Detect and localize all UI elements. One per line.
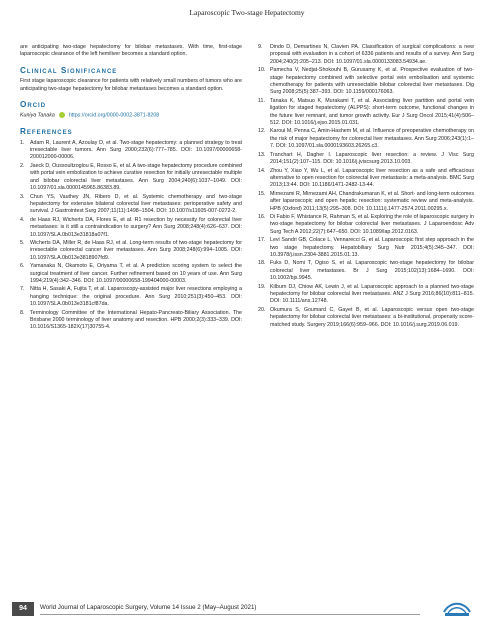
reference-number: 6. [20,263,25,270]
reference-number: 18. [258,260,266,267]
reference-item [258,67,474,97]
reference-item [20,140,242,162]
reference-item [20,194,242,216]
reference-text: Nitta H, Sasaki A, Fujita T, et al. Laparoscopy-assisted major liver resections employing a hanging technique: the original procedure. Ann Surg 2010;251(3):450–453. DOI: 10.1097/SLA.0b013e3181cf87da. [30,286,242,308]
reference-text: Adam R, Laurent A, Azoulay D, et al. Two-stage hepatectomy: a planned strategy to treat irresectable liver tumors. Ann Surg 2000;232(6):777–785. DOI: 10.1097/00000658-200012000-00006. [30,139,242,161]
orcid-heading: Orcid [20,100,47,110]
reference-number: 8. [20,309,25,316]
reference-text: Okumura S, Goumard C, Gayet B, et al. Laparoscopic versus open two-stage hepatectomy for bilobar colorectal liver metastases: a bi-institutional, propensity score-matched study. Surgery 2019;166(6):959–966. DOI: 10.1016/j.surg.2019.06.019. [270,306,474,328]
reference-text: Terminology Committee of the International Hepato-Pancreato-Biliary Association. The Brisbane 2000 terminology of liver anatomy and resection. HPB 2000;2(3):333–339. DOI: 10.1016/S1365-182X(17)30755-4. [30,309,242,331]
reference-item [258,214,474,236]
reference-number: 17. [258,237,266,244]
reference-text: Dindo D, Demartines N, Clavien PA. Classification of surgical complications: a new proposal with evaluation in a cohort of 6336 patients and results of a survey. Ann Surg 2004;240(2):205–213. DOI: 10.1097/01.sla.0000133083.54934.ae. [270,44,474,65]
reference-number: 5. [20,239,25,246]
orcid-link[interactable]: https://orcid.org/0000-0002-3871-8208 [68,112,160,119]
jaypee-logo-icon [440,598,474,618]
reference-item [258,237,474,259]
reference-number: 13. [258,151,266,158]
reference-text: Chun YS, Vauthey JN, Ribero D, et al. Systemic chemotherapy and two-stage hepatectomy for extensive bilateral colorectal liver metastases: perioperative safety and survival. J Gastrointest Surg 2007;11(11):1498–1504. DOI: 10.1007/s11605-007-0272-2. [30,193,242,215]
reference-number: 4. [20,216,25,223]
orcid-author: Kuniya Tanaka [20,112,55,119]
reference-text: Pamecha V, Nedjat-Shokouhi B, Gurusamy K, et al. Prospective evaluation of two-stage hepatectomy combined with selective portal vein embolisation and systemic chemotherapy for patients with unresectable bilobar colorectal liver metastases. Dig Surg 2008;25(5):387–393. DOI: 10.1159/000176063. [270,67,474,96]
reference-item [258,260,474,282]
clinical-significance-text: First stage laparoscopic clearance for patients with relatively small numbers of tumors who are anticipating two-stage hepatectomy for bilobar metastases becomes a standard option. [20,78,242,92]
page-number: 94 [12,602,34,616]
reference-text: Zhou Y, Xiao Y, Wu L, et al. Laparoscopic liver resection as a safe and efficacious alternative to open resection for colorectal liver metastasis: a meta-analysis. BMC Surg 2013;13:44. DOI: 10.1186/1471-2482-13-44. [270,167,474,189]
reference-item [258,284,474,306]
orcid-line [20,112,242,120]
reference-text: Yamanaka N, Okamoto E, Oriyama T, et al. A prediction scoring system to select the surgical treatment of liver cancer. Further refinement based on 10 years of use. Ann Surg 1994;219(4):342–346. DOI: 10.1097/00000658-199404000-00003. [30,263,242,284]
reference-number: 7. [20,286,25,293]
journal-citation: World Journal of Laparoscopic Surgery, Volume 14 Issue 2 (May–August 2021) [40,604,257,611]
reference-number: 10. [258,67,266,74]
reference-text: Levi Sandri GB, Colace L, Vennarecci G, et al. Laparoscopic first step approach in the two stage hepatectomy. Hepatobiliary Surg Nutr 2015;4(5):345–347. DOI: 10.3978/j.issn.2304-3881.2015.01.13. [270,237,474,258]
reference-item [20,310,242,332]
reference-text: de Haas RJ, Wicherts DA, Flores E, et al. R1 resection by necessity for colorectal liver metastases: is it still a contraindication to surgery? Ann Surg 2008;248(4):626–637. DOI: 10.1097/SLA.0b013e31818a07f1. [30,216,242,238]
reference-item [258,98,474,128]
running-head: Laparoscopic Two-stage Hepatectomy [189,8,305,17]
reference-text: Jaeck D, Oussoultzoglou E, Rosso E, et al. A two-stage hepatectomy procedure combined with portal vein embolization to achieve curative resection for initially unresectable multiple and bilobar colorectal liver metastases. Ann Surg 2004;240(6):1037–1049. DOI: 10.1097/01.sla.0000145965.86383.89. [30,162,242,192]
references-list-left [20,140,242,332]
reference-item [20,286,242,308]
reference-item [258,152,474,167]
reference-item [20,217,242,239]
reference-text: Karoui M, Penna C, Amin-Hashem M, et al. Influence of preoperative chemotherapy on the risk of major hepatectomy for colorectal liver metastases. Ann Surg 2006;243(1):1–7. DOI: 10.1097/01.sla.0000193603.26265.c3. [270,128,474,150]
footer-divider [40,614,420,615]
reference-number: 20. [258,306,266,313]
reference-text: Kilburn DJ, Chiow AK, Lewin J, et al. Laparoscopic approach to a planned two-stage hepatectomy for bilobar colorectal liver metastases. ANZ J Surg 2016;86(10):811–815. DOI: 10.1111/ans.12748. [270,283,474,305]
reference-text: Tranchart H, Dagher I. Laparoscopic liver resection: a review. J Visc Surg 2014;151(2):107–115. DOI: 10.1016/j.jviscsurg.2013.10.003. [270,151,474,166]
reference-number: 15. [258,190,266,197]
reference-number: 9. [258,44,263,50]
reference-number: 2. [20,162,25,169]
reference-item [258,44,474,66]
reference-text: Tanaka K, Matsuo K, Murakami T, et al. Associating liver partition and portal vein ligation for staged hepatectomy (ALPPS): short-term outcome, functional changes in the future liver remnant, and tumor growth activity. Eur J Surg Oncol 2015;41(4):506–512. DOI: 10.1016/j.ejso.2015.01.031. [270,97,474,127]
reference-item [20,163,242,193]
reference-item [258,191,474,213]
reference-text: Mirnezami R, Mirnezami AH, Chandrakumaran K, et al. Short- and long-term outcomes after laparoscopic and open hepatic resection: systematic review and meta-analysis. HPB (Oxford) 2011;13(5):295–308. DOI: 10.1111/j.1477-2574.2011.00295.x. [270,190,474,212]
reference-number: 14. [258,167,266,174]
reference-number: 16. [258,213,266,220]
reference-text: Fuks D, Nomi T, Ogiso S, et al. Laparoscopic two-stage hepatectomy for bilobar colorectal liver metastases. Br J Surg 2015;102(13):1684–1690. DOI: 10.1002/bjs.9945. [270,260,474,282]
reference-text: Di Fabio F, Whistance R, Rahman S, et al. Exploring the role of laparoscopic surgery in two-stage hepatectomy for bilobar colorectal liver metastases. J Laparoendosc Adv Surg Tech A 2012;22(7):647–650. DOI: 10.1089/lap.2012.0163. [270,213,474,235]
right-column [258,44,474,330]
reference-item [258,307,474,329]
reference-item [20,263,242,285]
reference-number: 19. [258,283,266,290]
references-heading: References [20,127,73,137]
page-footer [0,598,494,618]
references-list-right [258,44,474,329]
left-column [20,44,242,333]
reference-item [258,128,474,150]
reference-number: 1. [20,139,25,146]
orcid-icon [59,112,65,118]
intro-paragraph: are anticipating two-stage hepatectomy for bilobar metastases. With time, first-stage laparoscopic clearance of the left hemiliver becomes a standard option. [20,44,242,58]
reference-item [258,168,474,190]
reference-number: 3. [20,193,25,200]
reference-number: 11. [258,97,265,104]
reference-item [20,240,242,262]
reference-text: Wicherts DA, Miller R, de Haas RJ, et al. Long-term results of two-stage hepatectomy for irresectable colorectal cancer liver metastases. Ann Surg 2008;248(6):994–1005. DOI: 10.1097/SLA.0b013e3818907fd9. [30,239,242,261]
reference-number: 12. [258,128,266,135]
clinical-significance-heading: Clinical Significance [20,65,118,75]
